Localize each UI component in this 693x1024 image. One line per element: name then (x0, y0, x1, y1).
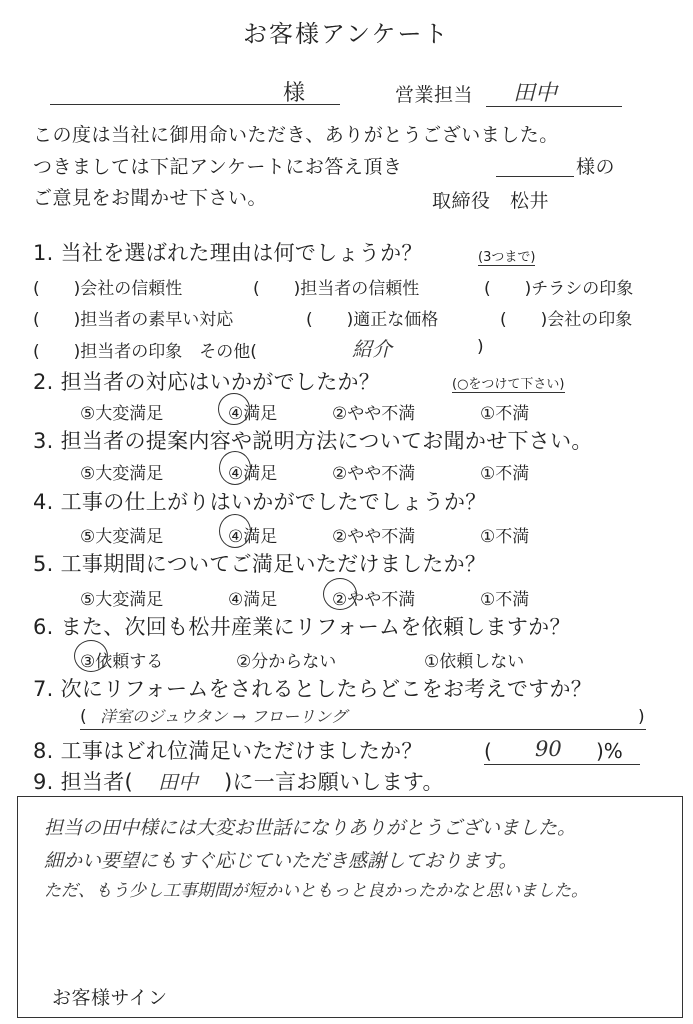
q2-question: 2. 担当者の対応はいかがでしたか？ (33, 370, 381, 394)
intro-blank-line (496, 176, 574, 177)
q6-option: ①依頼しない (424, 652, 525, 672)
q2-option: ①不満 (480, 404, 530, 424)
q3-option: ⑤大変満足 (80, 464, 164, 484)
q2-note: (○をつけて下さい) (452, 373, 565, 393)
q4-option: ⑤大変満足 (80, 527, 164, 547)
q5-option: ⑤大変満足 (80, 590, 164, 610)
q1-opt-4: ( )担当者の素早い対応 (33, 310, 234, 330)
q3-option: ④満足 (228, 464, 278, 484)
q3-selected-mark (219, 451, 251, 485)
intro-line2-end: 様の (576, 156, 616, 178)
q6-selected-mark (74, 640, 108, 672)
q1-other-close: ) (477, 337, 484, 357)
intro-line2: つきましては下記アンケートにお答え頂き (33, 156, 403, 178)
q9-question-post: )に一言お願いします。 (224, 770, 444, 794)
q4-option: ②やや不満 (332, 527, 416, 547)
sales-label: 営業担当 (395, 84, 474, 106)
q2-option: ⑤大変満足 (80, 404, 164, 424)
q7-answer-line (80, 729, 646, 730)
q4-option: ①不満 (480, 527, 530, 547)
q3-question: 3. 担当者の提案内容や説明方法についてお聞かせ下さい。 (33, 429, 593, 453)
sama-label: 様 (283, 81, 306, 106)
intro-line1: この度は当社に御用命いただき、ありがとうございました。 (33, 124, 559, 146)
q1-opt-3: ( )チラシの印象 (484, 279, 634, 299)
q7-close: ) (638, 707, 645, 727)
q5-selected-mark (323, 578, 357, 610)
q1-question: 1. 当社を選ばれた理由は何でしょうか？ (33, 241, 423, 265)
comment-line1: 担当の田中様には大変お世話になりありがとうございました。 (44, 817, 577, 839)
signer: 取締役 松井 (432, 190, 550, 212)
q1-opt-5: ( )適正な価格 (306, 310, 439, 330)
q5-option: ①不満 (480, 590, 530, 610)
q6-option: ③依頼する (80, 652, 164, 672)
comment-line2: 細かい要望にもすぐ応じていただき感謝しております。 (44, 850, 518, 872)
q5-question: 5. 工事期間についてご満足いただけましたか？ (33, 552, 487, 576)
q2-option: ④満足 (228, 404, 278, 424)
q1-other-answer: 紹介 (352, 337, 392, 361)
comment-line3: ただ、もう少し工事期間が短かいともっと良かったかなと思いました。 (44, 881, 588, 901)
q4-question: 4. 工事の仕上がりはいかがでしたでしょうか？ (33, 490, 487, 514)
q4-option: ④満足 (228, 527, 278, 547)
q4-selected-mark (219, 514, 251, 548)
q7-answer: 洋室のジュウタン → フローリング (100, 707, 347, 726)
customer-sign-label: お客様サイン (52, 987, 168, 1009)
q7-open: ( (80, 707, 87, 727)
q8-answer-line (484, 764, 640, 765)
q2-option: ②やや不満 (332, 404, 416, 424)
q9-name: 田中 (158, 770, 198, 794)
q2-selected-mark (218, 393, 250, 425)
q9-question-pre: 9. 担当者( (33, 770, 134, 794)
q1-opt-1: ( )会社の信頼性 (33, 279, 183, 299)
q3-option: ①不満 (480, 464, 530, 484)
q8-answer: 90 (535, 737, 562, 761)
q7-question: 7. 次にリフォームをされるとしたらどこをお考えですか？ (33, 677, 593, 701)
sales-name: 田中 (513, 81, 558, 106)
q8-open: ( (484, 739, 492, 763)
q8-question: 8. 工事はどれ位満足いただけましたか？ (33, 739, 423, 763)
q3-option: ②やや不満 (332, 464, 416, 484)
q6-question: 6. また、次回も松井産業にリフォームを依頼しますか？ (33, 615, 571, 639)
q1-note: (3つまで) (478, 246, 535, 266)
q5-option: ②やや不満 (332, 590, 416, 610)
page-title: お客様アンケート (243, 20, 450, 48)
intro-line3: ご意見をお聞かせ下さい。 (33, 187, 268, 209)
q1-opt-7: ( )担当者の印象 その他( (33, 342, 257, 362)
q5-option: ④満足 (228, 590, 278, 610)
q1-opt-6: ( )会社の印象 (500, 310, 633, 330)
q8-close: )% (596, 739, 623, 763)
q6-option: ②分からない (236, 652, 337, 672)
q1-opt-2: ( )担当者の信頼性 (253, 279, 420, 299)
